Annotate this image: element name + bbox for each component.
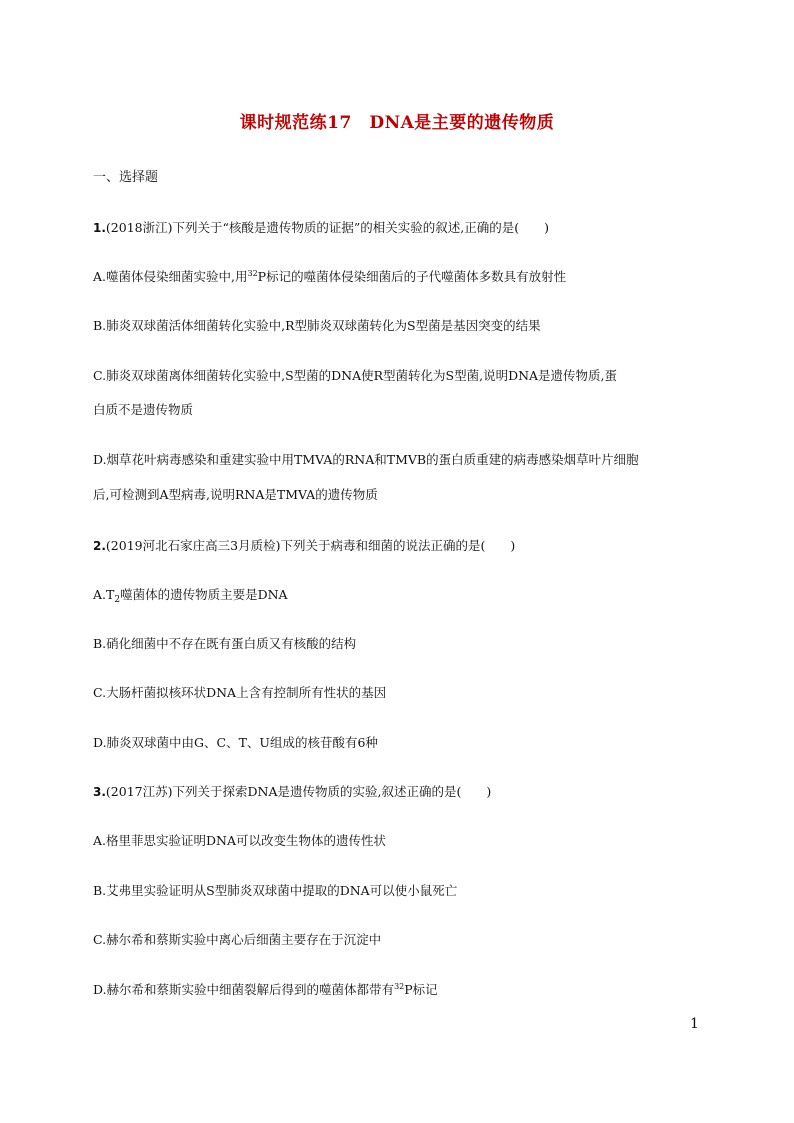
q1-option-c-line1: C.肺炎双球菌离体细菌转化实验中,S型菌的DNA使R型菌转化为S型菌,说明DNA是遗传物质,蛋 bbox=[93, 368, 618, 383]
q2-option-d: D.肺炎双球菌中由G、C、T、U组成的核苷酸有6种 bbox=[93, 735, 378, 750]
option-text: P标记 bbox=[404, 982, 438, 997]
question-number: 2. bbox=[93, 539, 106, 553]
q1-option-b: B.肺炎双球菌活体细菌转化实验中,R型肺炎双球菌转化为S型菌是基因突变的结果 bbox=[93, 318, 541, 333]
q1-option-d-line2: 后,可检测到A型病毒,说明RNA是TMVA的遗传物质 bbox=[93, 487, 378, 502]
section-heading: 一、选择题 bbox=[93, 170, 159, 185]
superscript: 32 bbox=[394, 982, 405, 991]
superscript: 32 bbox=[247, 269, 258, 278]
question-3-stem bbox=[93, 782, 491, 800]
option-text: A.T bbox=[93, 587, 115, 602]
question-text: (2019河北石家庄高三3月质检)下列关于病毒和细菌的说法正确的是( ) bbox=[105, 538, 516, 553]
q2-option-b: B.硝化细菌中不存在既有蛋白质又有核酸的结构 bbox=[93, 636, 357, 651]
question-text: (2017江苏)下列关于探索DNA是遗传物质的实验,叙述正确的是( ) bbox=[105, 784, 492, 799]
page-number: 1 bbox=[690, 1016, 699, 1032]
subscript: 2 bbox=[114, 595, 121, 605]
q2-option-c: C.大肠杆菌拟核环状DNA上含有控制所有性状的基因 bbox=[93, 685, 387, 700]
q3-option-d bbox=[93, 980, 438, 998]
q1-option-a bbox=[93, 267, 566, 285]
option-text: 噬菌体的遗传物质主要是DNA bbox=[120, 587, 288, 602]
option-text: D.赫尔希和蔡斯实验中细菌裂解后得到的噬菌体都带有 bbox=[93, 982, 395, 997]
option-text: A.噬菌体侵染细菌实验中,用 bbox=[93, 269, 248, 284]
q3-option-c: C.赫尔希和蔡斯实验中离心后细菌主要存在于沉淀中 bbox=[93, 932, 382, 947]
question-1-stem bbox=[93, 218, 549, 236]
question-text: (2018浙江)下列关于“核酸是遗传物质的证据”的相关实验的叙述,正确的是( ) bbox=[105, 220, 549, 235]
document-title: 课时规范练17 DNA是主要的遗传物质 bbox=[239, 113, 555, 133]
q2-option-a bbox=[93, 585, 288, 605]
q1-option-d-line1: D.烟草花叶病毒感染和重建实验中用TMVA的RNA和TMVB的蛋白质重建的病毒感染烟草叶片细胞 bbox=[93, 452, 639, 467]
question-2-stem bbox=[93, 536, 515, 554]
question-number: 3. bbox=[93, 785, 106, 799]
question-number: 1. bbox=[93, 221, 106, 235]
q3-option-a: A.格里菲思实验证明DNA可以改变生物体的遗传性状 bbox=[93, 833, 386, 848]
q1-option-c-line2: 白质不是遗传物质 bbox=[93, 402, 194, 417]
option-text: P标记的噬菌体侵染细菌后的子代噬菌体多数具有放射性 bbox=[257, 269, 567, 284]
q3-option-b: B.艾弗里实验证明从S型肺炎双球菌中提取的DNA可以使小鼠死亡 bbox=[93, 883, 458, 898]
